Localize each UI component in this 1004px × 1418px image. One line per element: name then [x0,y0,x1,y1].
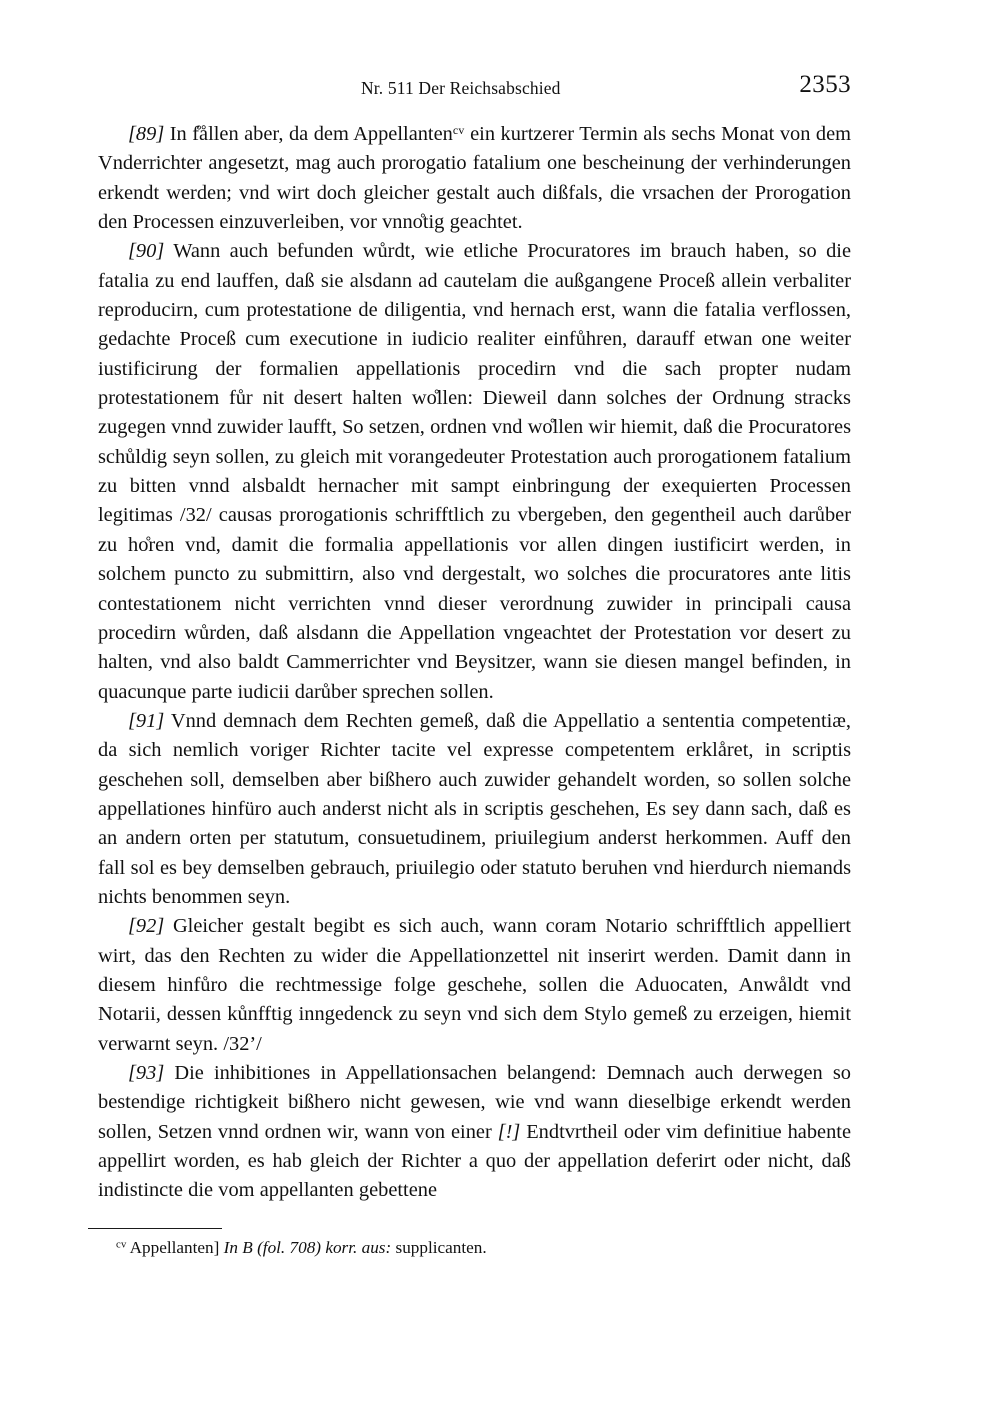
paragraph-91 [98,707,851,912]
footnote-item-cv [88,1236,851,1259]
paragraph-93-text-part-a: Die inhibitiones in Appellationsachen belangend: Demnach auch derwegen so bestendige richtigkeit bißhero nicht gewesen, wie vnd wann dieselbige erkendt werden sollen, Setzen vnnd ordnen wir, wann von einer [98,1062,851,1143]
paragraph-90-text: Wann auch befunden wůrdt, wie etliche Procuratores im brauch haben, so die fatalia zu end lauffen, daß sie alsdann ad cautelam die außgangene Proceß allein verbaliter reproducirn, cum protestatione de diligentia, vnd hernach erst, wann die fatalia verflossen, gedachte Proceß cum executione in iudicio realiter einfůhren, darauff etwan one weiter iustificirung der formalien appellationis procedirn vnd die sach propter nudam protestationem fůr nit desert halten wo̊llen: Dieweil dann solches der Ordnung stracks zugegen vnnd zuwider laufft, So setzen, ordnen vnd wo̊llen wir hiemit, daß die Procuratores schůldig seyn sollen, zu gleich mit vorangedeuter Protestation auch prorogationem fatalium zu bitten vnnd alsbaldt hernacher mit sampt einbringung der exequierten Processen legitimas /32/ causas prorogationis schrifftlich zu vbergeben, den gegentheil auch darůber zu ho̊ren vnd, damit die formalia appellationis vor allen dingen iustificirt werden, in solchem puncto zu submittirn, also vnd dergestalt, wo solches die procuratores ante litis contestationem nicht verrichten vnnd dieser verordnung zuwider in principali causa procedirn wůrden, daß alsdann die Appellation vngeachtet der Protestation vor desert zu halten, vnd also baldt Cammerrichter vnd Beysitzer, wann sie diesen mangel befinden, in quacunque parte iudicii darůber sprechen sollen. [98,240,851,703]
footnote-mark-cv[interactable]: cv [116,1239,130,1251]
paragraph-92 [98,912,851,1059]
footnote-apparatus [88,1228,851,1259]
paragraph-93-text-part-b: Endtvrtheil oder vim definitiue habente appellirt worden, es hab gleich der Richter a quo der appellation deferirt oder nicht, daß indistincte die vom appellanten gebettene [98,1120,852,1202]
page-number: 2353 [799,71,851,98]
footnote-comment: In B (fol. 708) korr. aus: [223,1238,396,1257]
running-head-title: Nr. 511 Der Reichsabschied [361,78,561,98]
paragraph-89 [98,120,851,237]
paragraph-90 [98,237,851,707]
paragraph-marker-91: [91] [128,709,165,732]
paragraph-93 [98,1059,851,1206]
footnote-reference-cv[interactable]: cv [452,122,465,137]
paragraph-92-text: Gleicher gestalt begibt es sich auch, wann coram Notario schrifftlich appelliert wirt, das den Rechten zu wider die Appellationzettel nit inserirt werden. Damit dann in diesem hinfůro die rechtmessige folge geschehe, sollen die Aduocaten, Anwåldt vnd Notarii, dessen kůnfftig inngedenck zu seyn vnd sich dem Stylo gemeß zu erzeigen, hiemit verwarnt seyn. /32’/ [98,915,851,1055]
paragraph-89-text-after-note: ein kurtzerer Termin als sechs Monat von dem Vnderrichter angesetzt, mag auch prorogatio fatalium one bescheinung der verhinderungen erkendt werden; vnd wirt doch gleicher gestalt auch dißfals, die vrsachen der Prorogation den Processen einzuverleiben, vor vnno̊tig geachtet. [98,123,851,234]
paragraph-marker-90: [90] [128,240,165,263]
paragraph-91-text: Vnnd demnach dem Rechten gemeß, daß die Appellatio a sententia competentiæ, da sich nemlich voriger Richter tacite vel expresse competentem erklåret, in scriptis geschehen soll, demselben aber bißhero auch zuwider gehandelt worden, so sollen solche appellationes hinfüro auch anderst nicht als in scriptis geschehen, Es sey dann sach, daß es an andern orten per statutum, consuetudinem, priuilegium anderst herkommen. Auff den fall sol es bey demselben gebrauch, priuilegio oder statuto beruhen vnd hierdurch niemands nichts benommen seyn. [98,709,851,908]
paragraph-marker-89: [89] [128,123,165,145]
footnote-reading: supplicanten. [395,1238,487,1257]
paragraph-marker-93: [93] [128,1062,165,1084]
running-head [98,71,851,104]
body-text-column [98,120,851,1206]
editorial-sic-marker: [!] [497,1120,521,1143]
footnote-separator-rule [88,1228,222,1229]
footnote-lemma: Appellanten] [129,1238,224,1257]
paragraph-89-text-before-note: In f̊ållen aber, da dem Appellanten [164,123,453,145]
paragraph-marker-92: [92] [128,915,165,938]
